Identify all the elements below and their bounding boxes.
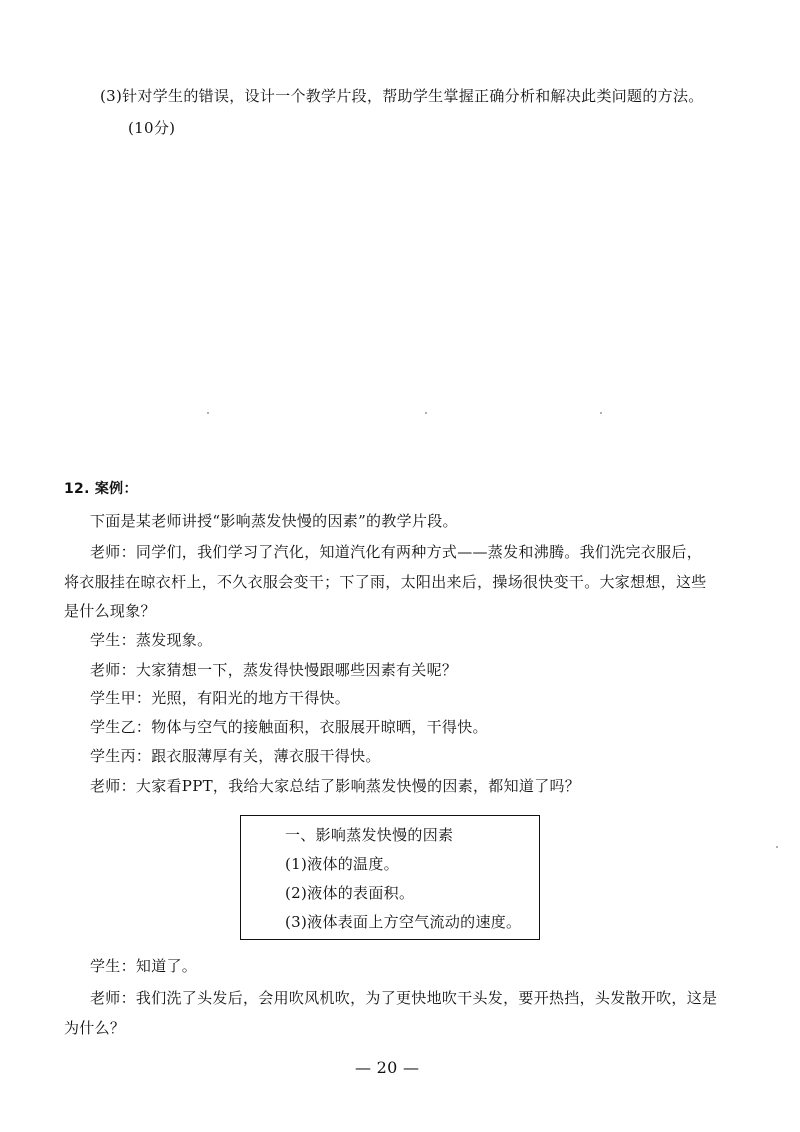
question-3-points: (10分) [128, 119, 176, 137]
ppt-box-title: 一、影响蒸发快慢的因素 [285, 826, 454, 844]
ppt-box-item: (2)液体的表面积。 [285, 884, 415, 902]
student-a-reply: 学生甲：光照，有阳光的地方干得快。 [90, 689, 351, 707]
teacher-line-1b: 将衣服挂在晾衣杆上，不久衣服会变干；下了雨，太阳出来后，操场很快变干。大家想想，这些 [64, 573, 707, 591]
ppt-summary-box [240, 815, 540, 940]
ppt-box-item: (1)液体的温度。 [285, 855, 399, 873]
teacher-line-1c: 是什么现象？ [64, 602, 156, 620]
teacher-line-4b: 为什么？ [64, 1019, 126, 1037]
page-number: — 20 — [355, 1058, 420, 1077]
question-12-heading: 12. 案例： [64, 481, 138, 497]
ppt-box-item: (3)液体表面上方空气流动的速度。 [285, 913, 522, 931]
teacher-line-4a: 老师：我们洗了头发后，会用吹风机吹，为了更快地吹干头发，要开热挡，头发散开吹，这是 [90, 989, 718, 1007]
case-intro: 下面是某老师讲授“影响蒸发快慢的因素”的教学片段。 [90, 512, 458, 530]
scan-speck [776, 846, 778, 848]
student-b-reply: 学生乙：物体与空气的接触面积，衣服展开晾晒，干得快。 [90, 718, 488, 736]
scan-speck [425, 412, 427, 414]
student-c-reply: 学生丙：跟衣服薄厚有关，薄衣服干得快。 [90, 747, 381, 765]
teacher-line-1a: 老师：同学们，我们学习了汽化，知道汽化有两种方式——蒸发和沸腾。我们洗完衣服后， [90, 543, 703, 561]
scan-speck [207, 412, 209, 414]
scan-speck [600, 412, 602, 414]
teacher-line-2: 老师：大家猜想一下，蒸发得快慢跟哪些因素有关呢？ [90, 661, 458, 679]
question-3-text: (3)针对学生的错误，设计一个教学片段，帮助学生掌握正确分析和解决此类问题的方法。 [100, 87, 704, 105]
student-reply-1: 学生：蒸发现象。 [90, 631, 213, 649]
teacher-line-3: 老师：大家看PPT，我给大家总结了影响蒸发快慢的因素，都知道了吗？ [90, 777, 581, 795]
student-reply-2: 学生：知道了。 [90, 957, 198, 975]
